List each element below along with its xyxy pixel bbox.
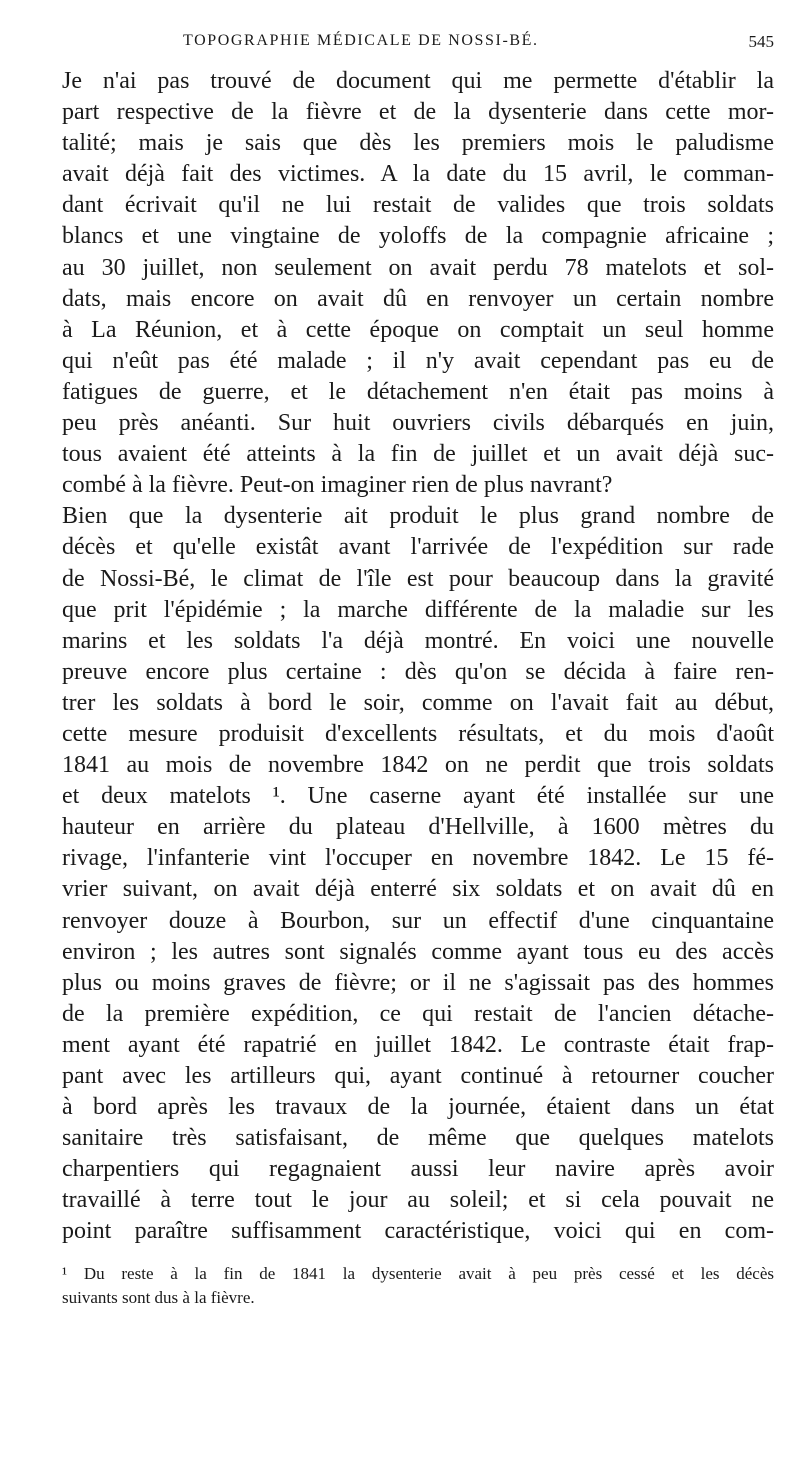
text-line: de Nossi-Bé, le climat de l'île est pour beaucoup dans la gravité: [62, 565, 774, 592]
running-title: TOPOGRAPHIE MÉDICALE DE NOSSI-BÉ.: [183, 32, 539, 49]
text-line: ment ayant été rapatrié en juillet 1842. Le contraste était frap-: [62, 1031, 774, 1058]
text-line: rivage, l'infanterie vint l'occuper en novembre 1842. Le 15 fé-: [62, 845, 774, 872]
text-line: part respective de la fièvre et de la dysenterie dans cette mor-: [62, 99, 774, 126]
running-head: [62, 20, 774, 60]
text-line: charpentiers qui regagnaient aussi leur navire après avoir: [62, 1156, 774, 1183]
text-line: preuve encore plus certaine : dès qu'on se décida à faire ren-: [62, 658, 774, 685]
text-line: dats, mais encore on avait dû en renvoyer un certain nombre: [62, 285, 774, 312]
text-line: talité; mais je sais que dès les premiers mois le paludisme: [62, 130, 774, 157]
text-line: décès et qu'elle existât avant l'arrivée de l'expédition sur rade: [62, 534, 774, 561]
text-line: avait déjà fait des victimes. A la date du 15 avril, le comman-: [62, 161, 774, 188]
text-line: vrier suivant, on avait déjà enterré six soldats et on avait dû en: [62, 876, 774, 903]
body-text: [62, 66, 774, 1248]
text-line: point paraître suffisamment caractéristique, voici qui en com-: [62, 1218, 774, 1245]
text-line: travaillé à terre tout le jour au soleil; et si cela pouvait ne: [62, 1187, 774, 1214]
footnote-line: ¹ Du reste à la fin de 1841 la dysenterie avait à peu près cessé et les décès: [62, 1263, 774, 1283]
text-line: au 30 juillet, non seulement on avait perdu 78 matelots et sol-: [62, 254, 774, 281]
text-line: hauteur en arrière du plateau d'Hellville, à 1600 mètres du: [62, 814, 774, 841]
text-line: et deux matelots ¹. Une caserne ayant été installée sur une: [62, 783, 774, 810]
book-page: [62, 20, 774, 1310]
text-line: que prit l'épidémie ; la marche différente de la maladie sur les: [62, 596, 774, 623]
text-line: blancs et une vingtaine de yoloffs de la compagnie africaine ;: [62, 223, 774, 250]
text-line: plus ou moins graves de fièvre; or il ne s'agissait pas des hommes: [62, 969, 774, 996]
text-line: 1841 au mois de novembre 1842 on ne perdit que trois soldats: [62, 752, 774, 779]
text-line: dant écrivait qu'il ne lui restait de valides que trois soldats: [62, 192, 774, 219]
text-line: qui n'eût pas été malade ; il n'y avait cependant pas eu de: [62, 347, 774, 374]
footnote-line: suivants sont dus à la fièvre.: [62, 1287, 255, 1307]
page-number: 545: [748, 32, 774, 51]
text-line: tous avaient été atteints à la fin de juillet et un avait déjà suc-: [62, 441, 774, 468]
text-line: pant avec les artilleurs qui, ayant continué à retourner coucher: [62, 1063, 774, 1089]
text-line: sanitaire très satisfaisant, de même que quelques matelots: [62, 1125, 774, 1152]
text-line: fatigues de guerre, et le détachement n'en était pas moins à: [62, 378, 774, 405]
text-line: à bord après les travaux de la journée, étaient dans un état: [62, 1094, 774, 1121]
text-line: de la première expédition, ce qui restait de l'ancien détache-: [62, 1000, 774, 1027]
text-line: marins et les soldats l'a déjà montré. En voici une nouvelle: [62, 627, 774, 654]
footnotes: [62, 1262, 774, 1310]
text-line: renvoyer douze à Bourbon, sur un effectif d'une cinquantaine: [62, 907, 774, 934]
text-line: combé à la fièvre. Peut-on imaginer rien de plus navrant?: [62, 472, 613, 499]
text-line: Bien que la dysenterie ait produit le plus grand nombre de: [62, 503, 774, 530]
text-line: à La Réunion, et à cette époque on comptait un seul homme: [62, 316, 774, 343]
text-line: environ ; les autres sont signalés comme ayant tous eu des accès: [62, 938, 774, 965]
text-line: cette mesure produisit d'excellents résultats, et du mois d'août: [62, 720, 774, 747]
text-line: peu près anéanti. Sur huit ouvriers civils débarqués en juin,: [62, 410, 774, 437]
text-line: trer les soldats à bord le soir, comme on l'avait fait au début,: [62, 689, 774, 716]
text-line: Je n'ai pas trouvé de document qui me permette d'établir la: [62, 68, 774, 94]
